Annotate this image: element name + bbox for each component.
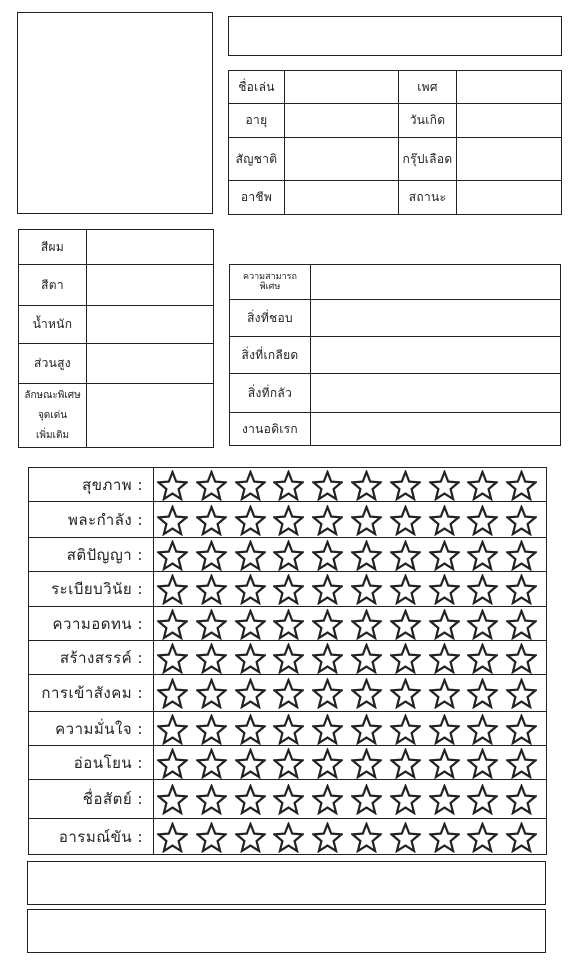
star-icon[interactable] <box>505 714 544 744</box>
gender-field[interactable] <box>457 71 562 104</box>
star-icon[interactable] <box>350 784 389 814</box>
star-icon[interactable] <box>234 822 273 852</box>
name-field[interactable] <box>228 16 562 56</box>
star-icon[interactable] <box>195 822 234 852</box>
hobby-field[interactable] <box>311 413 561 446</box>
occupation-label: อาชีพ <box>229 181 285 215</box>
stat-label: สติปัญญา : <box>29 538 154 572</box>
star-icon[interactable] <box>311 643 350 673</box>
star-icon[interactable] <box>195 574 234 604</box>
star-icon[interactable] <box>272 470 311 500</box>
star-icon[interactable] <box>428 714 467 744</box>
star-icon[interactable] <box>156 574 195 604</box>
star-icon[interactable] <box>466 748 505 778</box>
star-icon[interactable] <box>466 470 505 500</box>
star-icon[interactable] <box>466 643 505 673</box>
star-icon[interactable] <box>505 540 544 570</box>
star-icon[interactable] <box>272 748 311 778</box>
star-icon[interactable] <box>156 609 195 639</box>
star-icon[interactable] <box>428 609 467 639</box>
star-icon[interactable] <box>350 609 389 639</box>
height-label: ส่วนสูง <box>19 344 87 384</box>
star-rating <box>154 641 547 675</box>
star-icon[interactable] <box>350 470 389 500</box>
star-icon[interactable] <box>350 643 389 673</box>
star-icon[interactable] <box>195 714 234 744</box>
star-icon[interactable] <box>389 714 428 744</box>
stat-row <box>29 819 547 855</box>
star-icon[interactable] <box>234 643 273 673</box>
star-icon[interactable] <box>195 609 234 639</box>
star-icon[interactable] <box>311 505 350 535</box>
star-icon[interactable] <box>195 470 234 500</box>
star-icon[interactable] <box>466 822 505 852</box>
special-ability-field[interactable] <box>311 265 561 300</box>
star-icon[interactable] <box>156 822 195 852</box>
star-icon[interactable] <box>234 678 273 708</box>
star-icon[interactable] <box>466 609 505 639</box>
star-icon[interactable] <box>505 678 544 708</box>
birthday-field[interactable] <box>457 104 562 138</box>
star-icon[interactable] <box>156 470 195 500</box>
star-icon[interactable] <box>156 505 195 535</box>
features-label-line-3: เพิ่มเติม <box>35 429 70 441</box>
star-rating <box>154 712 547 746</box>
features-label-line-2: จุดเด่น <box>37 409 68 421</box>
star-icon[interactable] <box>466 540 505 570</box>
star-icon[interactable] <box>428 505 467 535</box>
age-label: อายุ <box>229 104 285 138</box>
stat-row <box>29 641 547 675</box>
star-icon[interactable] <box>505 505 544 535</box>
star-icon[interactable] <box>272 643 311 673</box>
blood-type-label: กรุ๊ปเลือด <box>399 138 457 181</box>
star-icon[interactable] <box>428 643 467 673</box>
star-icon[interactable] <box>466 784 505 814</box>
gender-label: เพศ <box>399 71 457 104</box>
nickname-field[interactable] <box>285 71 399 104</box>
birthday-label: วันเกิด <box>399 104 457 138</box>
likes-field[interactable] <box>311 300 561 337</box>
stat-row <box>29 572 547 607</box>
star-icon[interactable] <box>389 784 428 814</box>
stat-label: ชื่อสัตย์ : <box>29 780 154 819</box>
blood-type-field[interactable] <box>457 138 562 181</box>
star-icon[interactable] <box>389 609 428 639</box>
star-icon[interactable] <box>428 470 467 500</box>
profile-info-table <box>228 70 562 215</box>
stat-label: อารมณ์ขัน : <box>29 819 154 855</box>
nickname-label: ชื่อเล่น <box>229 71 285 104</box>
star-rating <box>154 819 547 855</box>
weight-label: น้ำหนัก <box>19 306 87 344</box>
stat-label: ความมั่นใจ : <box>29 712 154 746</box>
eye-color-label: สีตา <box>19 265 87 306</box>
star-icon[interactable] <box>156 748 195 778</box>
height-field[interactable] <box>87 344 214 384</box>
occupation-field[interactable] <box>285 181 399 215</box>
nationality-field[interactable] <box>285 138 399 181</box>
star-icon[interactable] <box>156 678 195 708</box>
star-icon[interactable] <box>195 540 234 570</box>
stat-label: สร้างสรรค์ : <box>29 641 154 675</box>
stat-row <box>29 607 547 641</box>
star-rating <box>154 538 547 572</box>
special-ability-label-line-2: พิเศษ <box>259 282 281 292</box>
star-icon[interactable] <box>234 470 273 500</box>
star-icon[interactable] <box>350 505 389 535</box>
star-icon[interactable] <box>195 784 234 814</box>
features-field[interactable] <box>87 384 214 448</box>
dislikes-label: สิ่งที่เกลียด <box>230 337 311 374</box>
stat-row <box>29 502 547 538</box>
fears-label: สิ่งที่กลัว <box>230 374 311 413</box>
status-field[interactable] <box>457 181 562 215</box>
star-icon[interactable] <box>156 540 195 570</box>
star-icon[interactable] <box>234 714 273 744</box>
star-icon[interactable] <box>466 678 505 708</box>
stat-row <box>29 712 547 746</box>
star-icon[interactable] <box>195 748 234 778</box>
special-ability-label-line-1: ความสามารถ <box>243 272 297 282</box>
star-icon[interactable] <box>389 470 428 500</box>
star-icon[interactable] <box>505 470 544 500</box>
star-icon[interactable] <box>272 574 311 604</box>
status-label: สถานะ <box>399 181 457 215</box>
star-icon[interactable] <box>505 784 544 814</box>
stat-row <box>29 746 547 780</box>
star-icon[interactable] <box>156 643 195 673</box>
star-icon[interactable] <box>311 822 350 852</box>
star-icon[interactable] <box>428 748 467 778</box>
star-rating <box>154 502 547 538</box>
star-icon[interactable] <box>272 822 311 852</box>
star-icon[interactable] <box>311 714 350 744</box>
hobby-label: งานอดิเรก <box>230 413 311 446</box>
star-icon[interactable] <box>272 540 311 570</box>
star-rating <box>154 780 547 819</box>
star-icon[interactable] <box>350 822 389 852</box>
star-icon[interactable] <box>350 714 389 744</box>
star-icon[interactable] <box>311 748 350 778</box>
star-icon[interactable] <box>272 678 311 708</box>
star-icon[interactable] <box>195 643 234 673</box>
photo-box[interactable] <box>17 12 213 214</box>
star-icon[interactable] <box>234 609 273 639</box>
star-icon[interactable] <box>505 822 544 852</box>
stat-label: การเข้าสังคม : <box>29 675 154 712</box>
stat-row <box>29 468 547 502</box>
star-icon[interactable] <box>505 574 544 604</box>
hair-color-field[interactable] <box>87 230 214 265</box>
stat-label: อ่อนโยน : <box>29 746 154 780</box>
star-rating <box>154 468 547 502</box>
star-icon[interactable] <box>466 505 505 535</box>
star-icon[interactable] <box>389 822 428 852</box>
stats-table <box>28 467 547 855</box>
star-icon[interactable] <box>311 470 350 500</box>
stat-label: พละกำลัง : <box>29 502 154 538</box>
star-icon[interactable] <box>311 574 350 604</box>
traits-table <box>229 264 561 446</box>
star-icon[interactable] <box>466 714 505 744</box>
dislikes-field[interactable] <box>311 337 561 374</box>
likes-label: สิ่งที่ชอบ <box>230 300 311 337</box>
star-icon[interactable] <box>428 540 467 570</box>
star-icon[interactable] <box>195 505 234 535</box>
features-label <box>19 384 87 448</box>
star-icon[interactable] <box>311 784 350 814</box>
star-icon[interactable] <box>311 678 350 708</box>
star-icon[interactable] <box>505 748 544 778</box>
stat-row <box>29 675 547 712</box>
star-icon[interactable] <box>272 714 311 744</box>
star-icon[interactable] <box>428 784 467 814</box>
stat-row <box>29 780 547 819</box>
appearance-table <box>18 229 214 448</box>
star-icon[interactable] <box>156 784 195 814</box>
star-icon[interactable] <box>234 784 273 814</box>
eye-color-field[interactable] <box>87 265 214 306</box>
star-icon[interactable] <box>389 678 428 708</box>
star-icon[interactable] <box>350 678 389 708</box>
star-icon[interactable] <box>272 505 311 535</box>
star-icon[interactable] <box>505 643 544 673</box>
star-icon[interactable] <box>389 643 428 673</box>
stat-label: ความอดทน : <box>29 607 154 641</box>
special-ability-label <box>230 265 311 300</box>
star-rating <box>154 572 547 607</box>
stat-row <box>29 538 547 572</box>
star-rating <box>154 607 547 641</box>
star-rating <box>154 746 547 780</box>
notes-box-2[interactable] <box>27 909 546 953</box>
star-icon[interactable] <box>311 540 350 570</box>
star-icon[interactable] <box>428 574 467 604</box>
star-icon[interactable] <box>350 748 389 778</box>
age-field[interactable] <box>285 104 399 138</box>
star-icon[interactable] <box>350 574 389 604</box>
star-icon[interactable] <box>234 540 273 570</box>
star-icon[interactable] <box>272 609 311 639</box>
star-icon[interactable] <box>389 748 428 778</box>
star-icon[interactable] <box>466 574 505 604</box>
star-icon[interactable] <box>156 714 195 744</box>
star-icon[interactable] <box>389 540 428 570</box>
stat-label: ระเบียบวินัย : <box>29 572 154 607</box>
notes-box-1[interactable] <box>27 861 546 905</box>
fears-field[interactable] <box>311 374 561 413</box>
star-icon[interactable] <box>234 574 273 604</box>
star-icon[interactable] <box>428 822 467 852</box>
star-icon[interactable] <box>234 748 273 778</box>
star-icon[interactable] <box>350 540 389 570</box>
weight-field[interactable] <box>87 306 214 344</box>
star-icon[interactable] <box>428 678 467 708</box>
star-icon[interactable] <box>311 609 350 639</box>
star-icon[interactable] <box>234 505 273 535</box>
features-label-line-1: ลักษณะพิเศษ <box>24 389 81 401</box>
nationality-label: สัญชาติ <box>229 138 285 181</box>
star-rating <box>154 675 547 712</box>
star-icon[interactable] <box>272 784 311 814</box>
hair-color-label: สีผม <box>19 230 87 265</box>
stat-label: สุขภาพ : <box>29 468 154 502</box>
star-icon[interactable] <box>389 574 428 604</box>
star-icon[interactable] <box>505 609 544 639</box>
star-icon[interactable] <box>195 678 234 708</box>
star-icon[interactable] <box>389 505 428 535</box>
